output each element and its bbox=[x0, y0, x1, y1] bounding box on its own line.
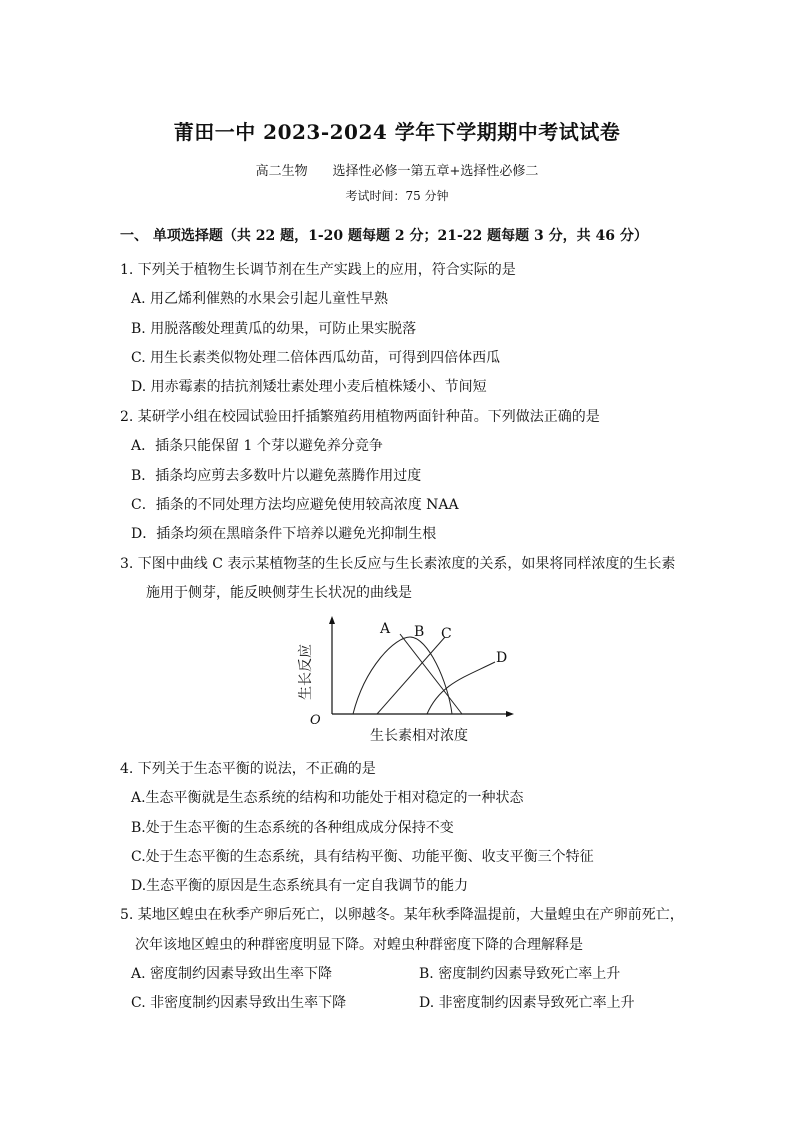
curve-label-c: C bbox=[441, 626, 452, 642]
question-4-option-c: C.处于生态平衡的生态系统，具有结构平衡、功能平衡、收支平衡三个特征 bbox=[131, 849, 594, 865]
y-axis-label: 生长反应 bbox=[298, 644, 314, 700]
origin-label: O bbox=[310, 713, 321, 728]
subject-line: 高二生物 选择性必修一第五章+选择性必修二 bbox=[255, 164, 539, 179]
question-2-stem: 2. 某研学小组在校园试验田扦插繁殖药用植物两面针种苗。下列做法正确的是 bbox=[120, 409, 600, 425]
question-1-option-a: A. 用乙烯利催熟的水果会引起儿童性早熟 bbox=[131, 291, 389, 307]
question-5-option-d: D. 非密度制约因素导致死亡率上升 bbox=[419, 995, 635, 1011]
question-3-stem-line-2: 施用于侧芽，能反映侧芽生长状况的曲线是 bbox=[146, 585, 412, 601]
question-4-option-a: A.生态平衡就是生态系统的结构和功能处于相对稳定的一种状态 bbox=[131, 790, 524, 806]
y-axis bbox=[329, 616, 335, 714]
curve-label-a: A bbox=[380, 621, 391, 637]
question-2-option-d: D．插条均须在黑暗条件下培养以避免光抑制生根 bbox=[131, 526, 437, 542]
curve-label-d: D bbox=[496, 650, 508, 666]
question-1-option-b: B. 用脱落酸处理黄瓜的幼果，可防止果实脱落 bbox=[131, 321, 417, 337]
question-4-stem: 4. 下列关于生态平衡的说法，不正确的是 bbox=[120, 761, 376, 777]
question-2-option-c: C．插条的不同处理方法均应避免使用较高浓度 NAA bbox=[131, 497, 459, 513]
section-heading: 一、 单项选择题（共 22 题，1-20 题每题 2 分；21-22 题每题 3 分，共 46 分） bbox=[120, 228, 648, 244]
x-axis bbox=[332, 711, 514, 717]
question-5-option-a: A. 密度制约因素导致出生率下降 bbox=[131, 966, 333, 982]
question-5-option-b: B. 密度制约因素导致死亡率上升 bbox=[419, 966, 621, 982]
curve-label-b: B bbox=[414, 624, 425, 640]
growth-response-chart bbox=[290, 612, 530, 750]
curve-b bbox=[400, 634, 462, 714]
question-1-option-d: D. 用赤霉素的拮抗剂矮壮素处理小麦后植株矮小、节间短 bbox=[131, 379, 487, 395]
question-5-option-c: C. 非密度制约因素导致出生率下降 bbox=[131, 995, 347, 1011]
page-title: 莆田一中 2023-2024 学年下学期期中考试试卷 bbox=[173, 120, 621, 144]
curve-d bbox=[427, 662, 495, 714]
question-2-option-a: A．插条只能保留 1 个芽以避免养分竞争 bbox=[131, 438, 383, 454]
question-2-option-b: B．插条均应剪去多数叶片以避免蒸腾作用过度 bbox=[131, 468, 422, 484]
question-1-option-c: C. 用生长素类似物处理二倍体西瓜幼苗，可得到四倍体西瓜 bbox=[131, 350, 501, 366]
x-axis-label: 生长素相对浓度 bbox=[370, 728, 468, 744]
question-5-stem-line-1: 5. 某地区蝗虫在秋季产卵后死亡，以卵越冬。某年秋季降温提前，大量蝗虫在产卵前死亡， bbox=[120, 907, 684, 923]
exam-time: 考试时间：75 分钟 bbox=[345, 189, 449, 203]
question-5-stem-line-2: 次年该地区蝗虫的种群密度明显下降。对蝗虫种群密度下降的合理解释是 bbox=[135, 937, 583, 953]
question-4-option-b: B.处于生态平衡的生态系统的各种组成成分保持不变 bbox=[131, 820, 454, 836]
question-4-option-d: D.生态平衡的原因是生态系统具有一定自我调节的能力 bbox=[131, 878, 469, 894]
curve-a bbox=[353, 637, 452, 714]
question-3-stem-line-1: 3. 下图中曲线 C 表示某植物茎的生长反应与生长素浓度的关系，如果将同样浓度的生长素 bbox=[120, 556, 676, 572]
question-1-stem: 1. 下列关于植物生长调节剂在生产实践上的应用，符合实际的是 bbox=[120, 262, 516, 278]
